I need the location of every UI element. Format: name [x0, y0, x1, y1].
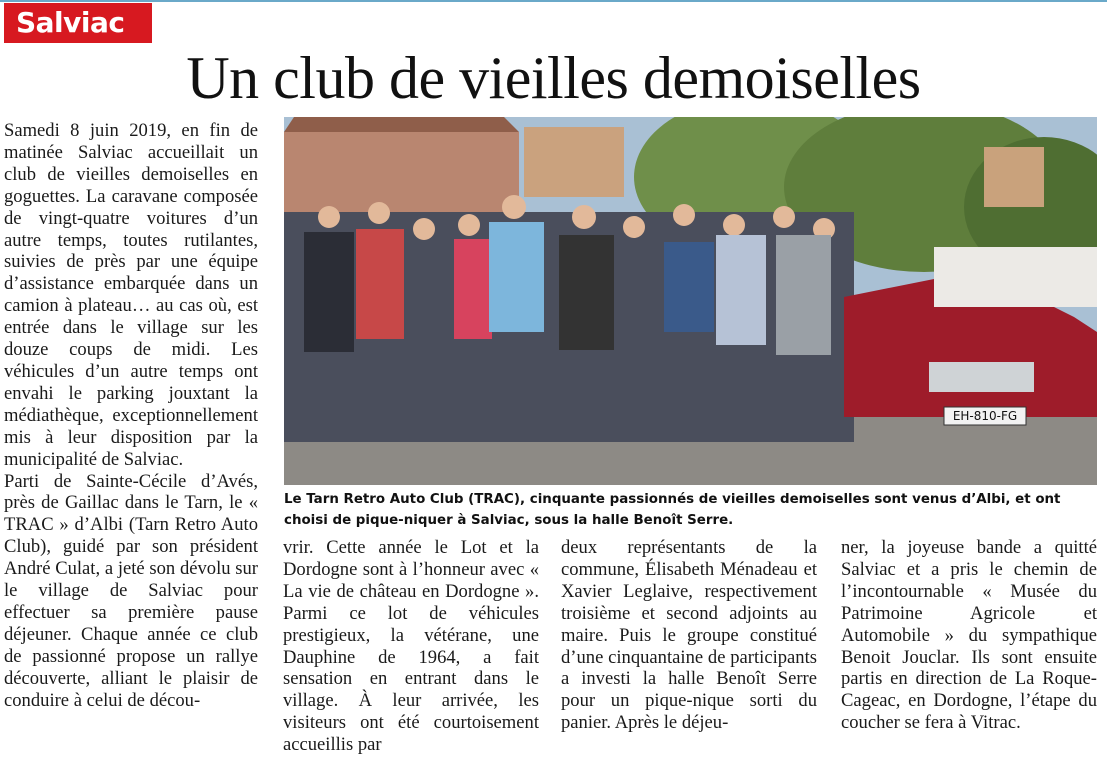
top-rule: [0, 0, 1107, 2]
article-column-1: [4, 120, 258, 711]
article-paragraph: ner, la joyeuse bande a quitté Salviac et a pris le chemin de l’incontournable « Musée du Patrimoine Agricole et Automobile » du sympathique Benoit Jouclar. Ils sont ensuite partis en direction de La Roque-Cageac, en Dordogne, l’étape du coucher se fera à Vitrac.: [841, 537, 1097, 734]
article-paragraph: Parti de Sainte-Cécile d’Avés, près de Gaillac dans le Tarn, le « TRAC » d’Albi (Tarn Retro Auto Club), guidé par son président André Culat, a jeté son dévolu sur le village de Salviac pour effectuer sa première pause déjeuner. Chaque année ce club de passionné propose un rallye découverte, alliant le plaisir de conduire à celui de décou-: [4, 470, 258, 711]
license-plate-text: EH-810-FG: [952, 409, 1018, 423]
article-paragraph: deux représentants de la commune, Élisabeth Ménadeau et Xavier Leglaive, respectivement troisième et second adjoints au maire. Puis le groupe constitué d’une cinquantaine de participants a investi la halle Benoît Serre pour un pique-nique sorti du panier. Après le déjeu-: [561, 537, 817, 734]
article-column-3: [561, 537, 817, 734]
photo-caption: Le Tarn Retro Auto Club (TRAC), cinquante passionnés de vieilles demoiselles sont venus d’Albi, et ont choisi de pique-niquer à Salviac, sous la halle Benoît Serre.: [284, 492, 1061, 528]
group-photo: [284, 117, 1097, 485]
article-paragraph: vrir. Cette année le Lot et la Dordogne sont à l’honneur avec « La vie de château en Dordogne ». Parmi ce lot de véhicules prestigieux, la vétérane, une Dauphine de 1964, a fait sensation en entrant dans le village. À leur arrivée, les visiteurs ont été courtoisement accueillis par: [283, 537, 539, 756]
article-headline: Un club de vieilles demoiselles: [186, 45, 921, 111]
article-column-2: [283, 537, 539, 756]
article-column-4: [841, 537, 1097, 734]
section-kicker: Salviac: [4, 3, 152, 43]
group-photo-illustration: [284, 117, 1097, 485]
article-paragraph: Samedi 8 juin 2019, en fin de matinée Salviac accueillait un club de vieilles demoiselles en goguettes. La caravane composée de vingt-quatre voitures d’un autre temps, toutes rutilantes, suivies de près par une équipe d’assistance embarquée dans un camion à plateau… au cas où, est entrée dans le village sur les douze coups de midi. Les véhicules d’un autre temps ont envahi le parking jouxtant la médiathèque, exceptionnellement mis à leur disposition par la municipalité de Salviac.: [4, 120, 258, 470]
